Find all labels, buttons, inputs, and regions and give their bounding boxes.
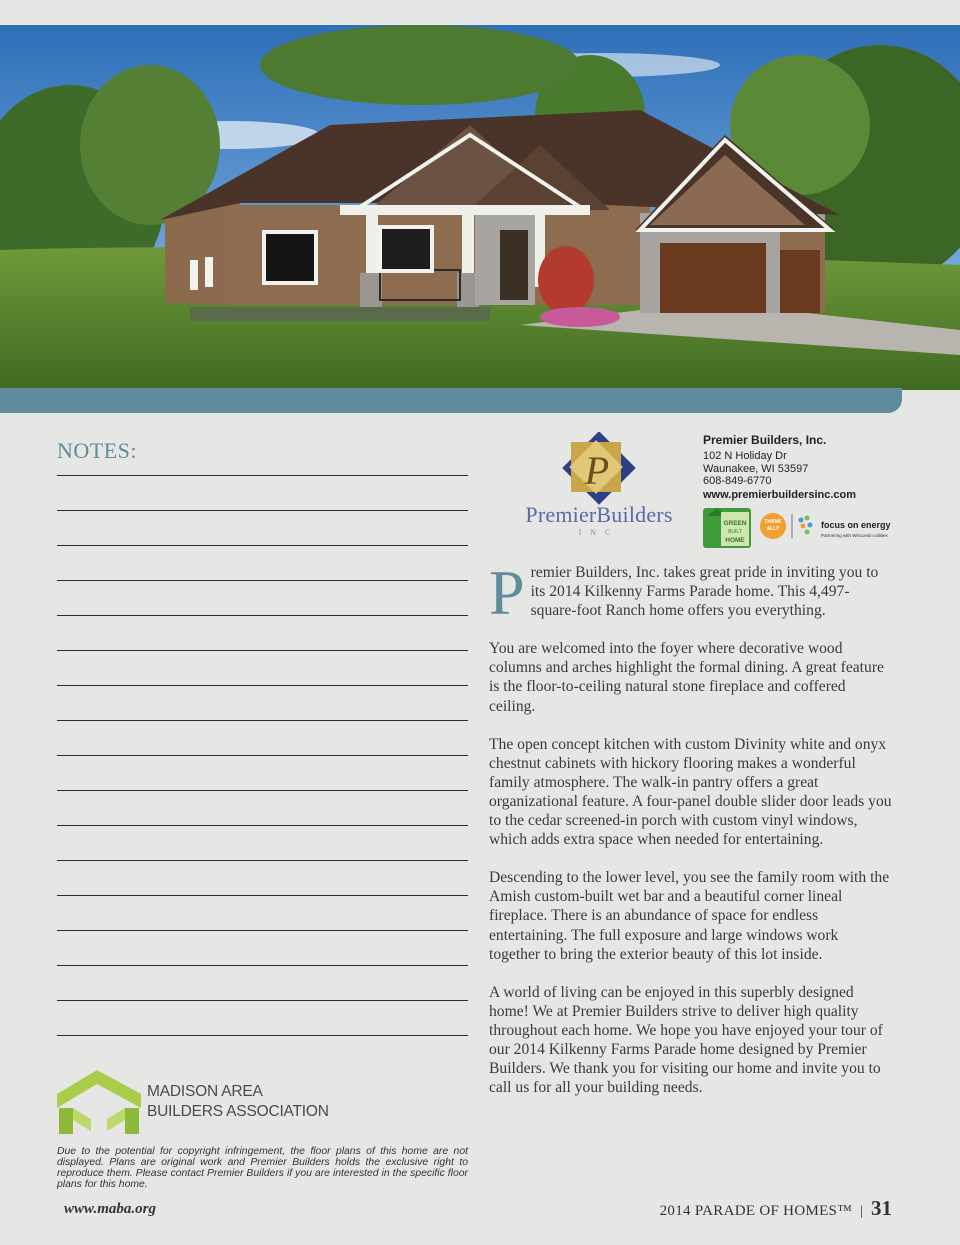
svg-text:ALLY: ALLY (766, 526, 780, 532)
premier-builders-inc: INC (578, 528, 620, 537)
builder-name: Premier Builders, Inc. (703, 433, 827, 447)
floorplan-disclaimer: Due to the potential for copyright infringement, the floor plans of this home are not displayed. Plans are original work and Premier Builders holds the exclusive right to reproduce them. Please contact Premier Builders if you are interested in the specific floor plans for this home. (57, 1146, 468, 1190)
premier-builders-wordmark: PremierBuilders (525, 502, 673, 527)
note-line (57, 1035, 468, 1036)
maba-name-line2: BUILDERS ASSOCIATION (147, 1103, 329, 1120)
svg-text:P: P (584, 448, 610, 493)
note-line (57, 615, 468, 616)
note-line (57, 545, 468, 546)
note-line (57, 860, 468, 861)
article-paragraph-2: You are welcomed into the foyer where decorative wood columns and arches highlight the formal dining. A great feature is the floor-to-ceiling natural stone fireplace and coffered ceiling. (489, 640, 884, 715)
house-rendering-image (0, 25, 960, 390)
page-footer (660, 1196, 892, 1221)
drop-cap: P (489, 557, 525, 628)
green-built-home-badge-icon (703, 508, 751, 548)
certification-badges (703, 506, 903, 550)
note-line (57, 720, 468, 721)
note-line (57, 895, 468, 896)
article-body (489, 557, 893, 1116)
note-line (57, 930, 468, 931)
accent-band (0, 388, 902, 413)
article-paragraph-3: The open concept kitchen with custom Divinity white and onyx chestnut cabinets with hickory flooring makes a wonderful family atmosphere. The walk-in pantry offers a great organizational feature. A four-panel double slider door leads you to the cedar screened-in porch with custom vinyl windows, which adds extra space when needed for entertaining. (489, 735, 892, 849)
builder-website-link[interactable]: www.premierbuildersinc.com (703, 488, 857, 501)
note-line (57, 790, 468, 791)
note-line (57, 475, 468, 476)
svg-text:THANK: THANK (764, 519, 782, 525)
focus-on-energy-logo-icon (799, 516, 813, 535)
note-line (57, 825, 468, 826)
focus-on-energy-label: focus on energy (821, 520, 891, 530)
note-line (57, 580, 468, 581)
page-number: 31 (871, 1196, 892, 1220)
article-paragraph-5: A world of living can be enjoyed in this superbly designed home! We at Premier Builders strive to deliver high quality throughout each home. We hope you have enjoyed your tour of our 2014 Kilkenny Farms Parade home designed by Premier Builders. We thank you for visiting our home and invite you to call us for all your building needs. (489, 983, 883, 1097)
note-line (57, 510, 468, 511)
article-paragraph-1: Premier Builders, Inc. takes great pride in inviting you to its 2014 Kilkenny Farms Parade home. This 4,497-square-foot Ranch home offers you everything. (489, 557, 879, 628)
note-line (57, 1000, 468, 1001)
maba-name-line1: MADISON AREA (147, 1083, 263, 1100)
builder-contact-block (703, 432, 856, 502)
note-line (57, 965, 468, 966)
note-line (57, 685, 468, 686)
builder-address2: Waunakee, WI 53597 (703, 462, 809, 475)
maba-m-logo-icon (57, 1068, 147, 1136)
svg-text:HOME: HOME (725, 537, 745, 544)
notes-title: NOTES: (57, 438, 137, 463)
note-line (57, 650, 468, 651)
maba-website-link[interactable]: www.maba.org (64, 1201, 156, 1217)
builder-address1: 102 N Holiday Dr (703, 450, 787, 462)
thank-ally-badge-icon (760, 513, 786, 539)
article-paragraph-4: Descending to the lower level, you see the family room with the Amish custom-built wet bar and a beautiful corner lineal fireplace. There is an abundance of space for endless entertaining. The full exposure and large windows work together to bring the exterior beauty of this lot inside. (489, 869, 890, 963)
builder-phone: 608-849-6770 (703, 475, 772, 488)
maba-association-name (147, 1082, 329, 1122)
svg-text:BUILT: BUILT (728, 529, 742, 535)
publication-title: 2014 PARADE OF HOMES™ (659, 1203, 853, 1219)
note-line (57, 755, 468, 756)
focus-on-energy-sub: Partnering with Wisconsin utilities (821, 533, 888, 538)
footer-separator: | (860, 1204, 863, 1219)
svg-text:GREEN: GREEN (723, 520, 747, 527)
